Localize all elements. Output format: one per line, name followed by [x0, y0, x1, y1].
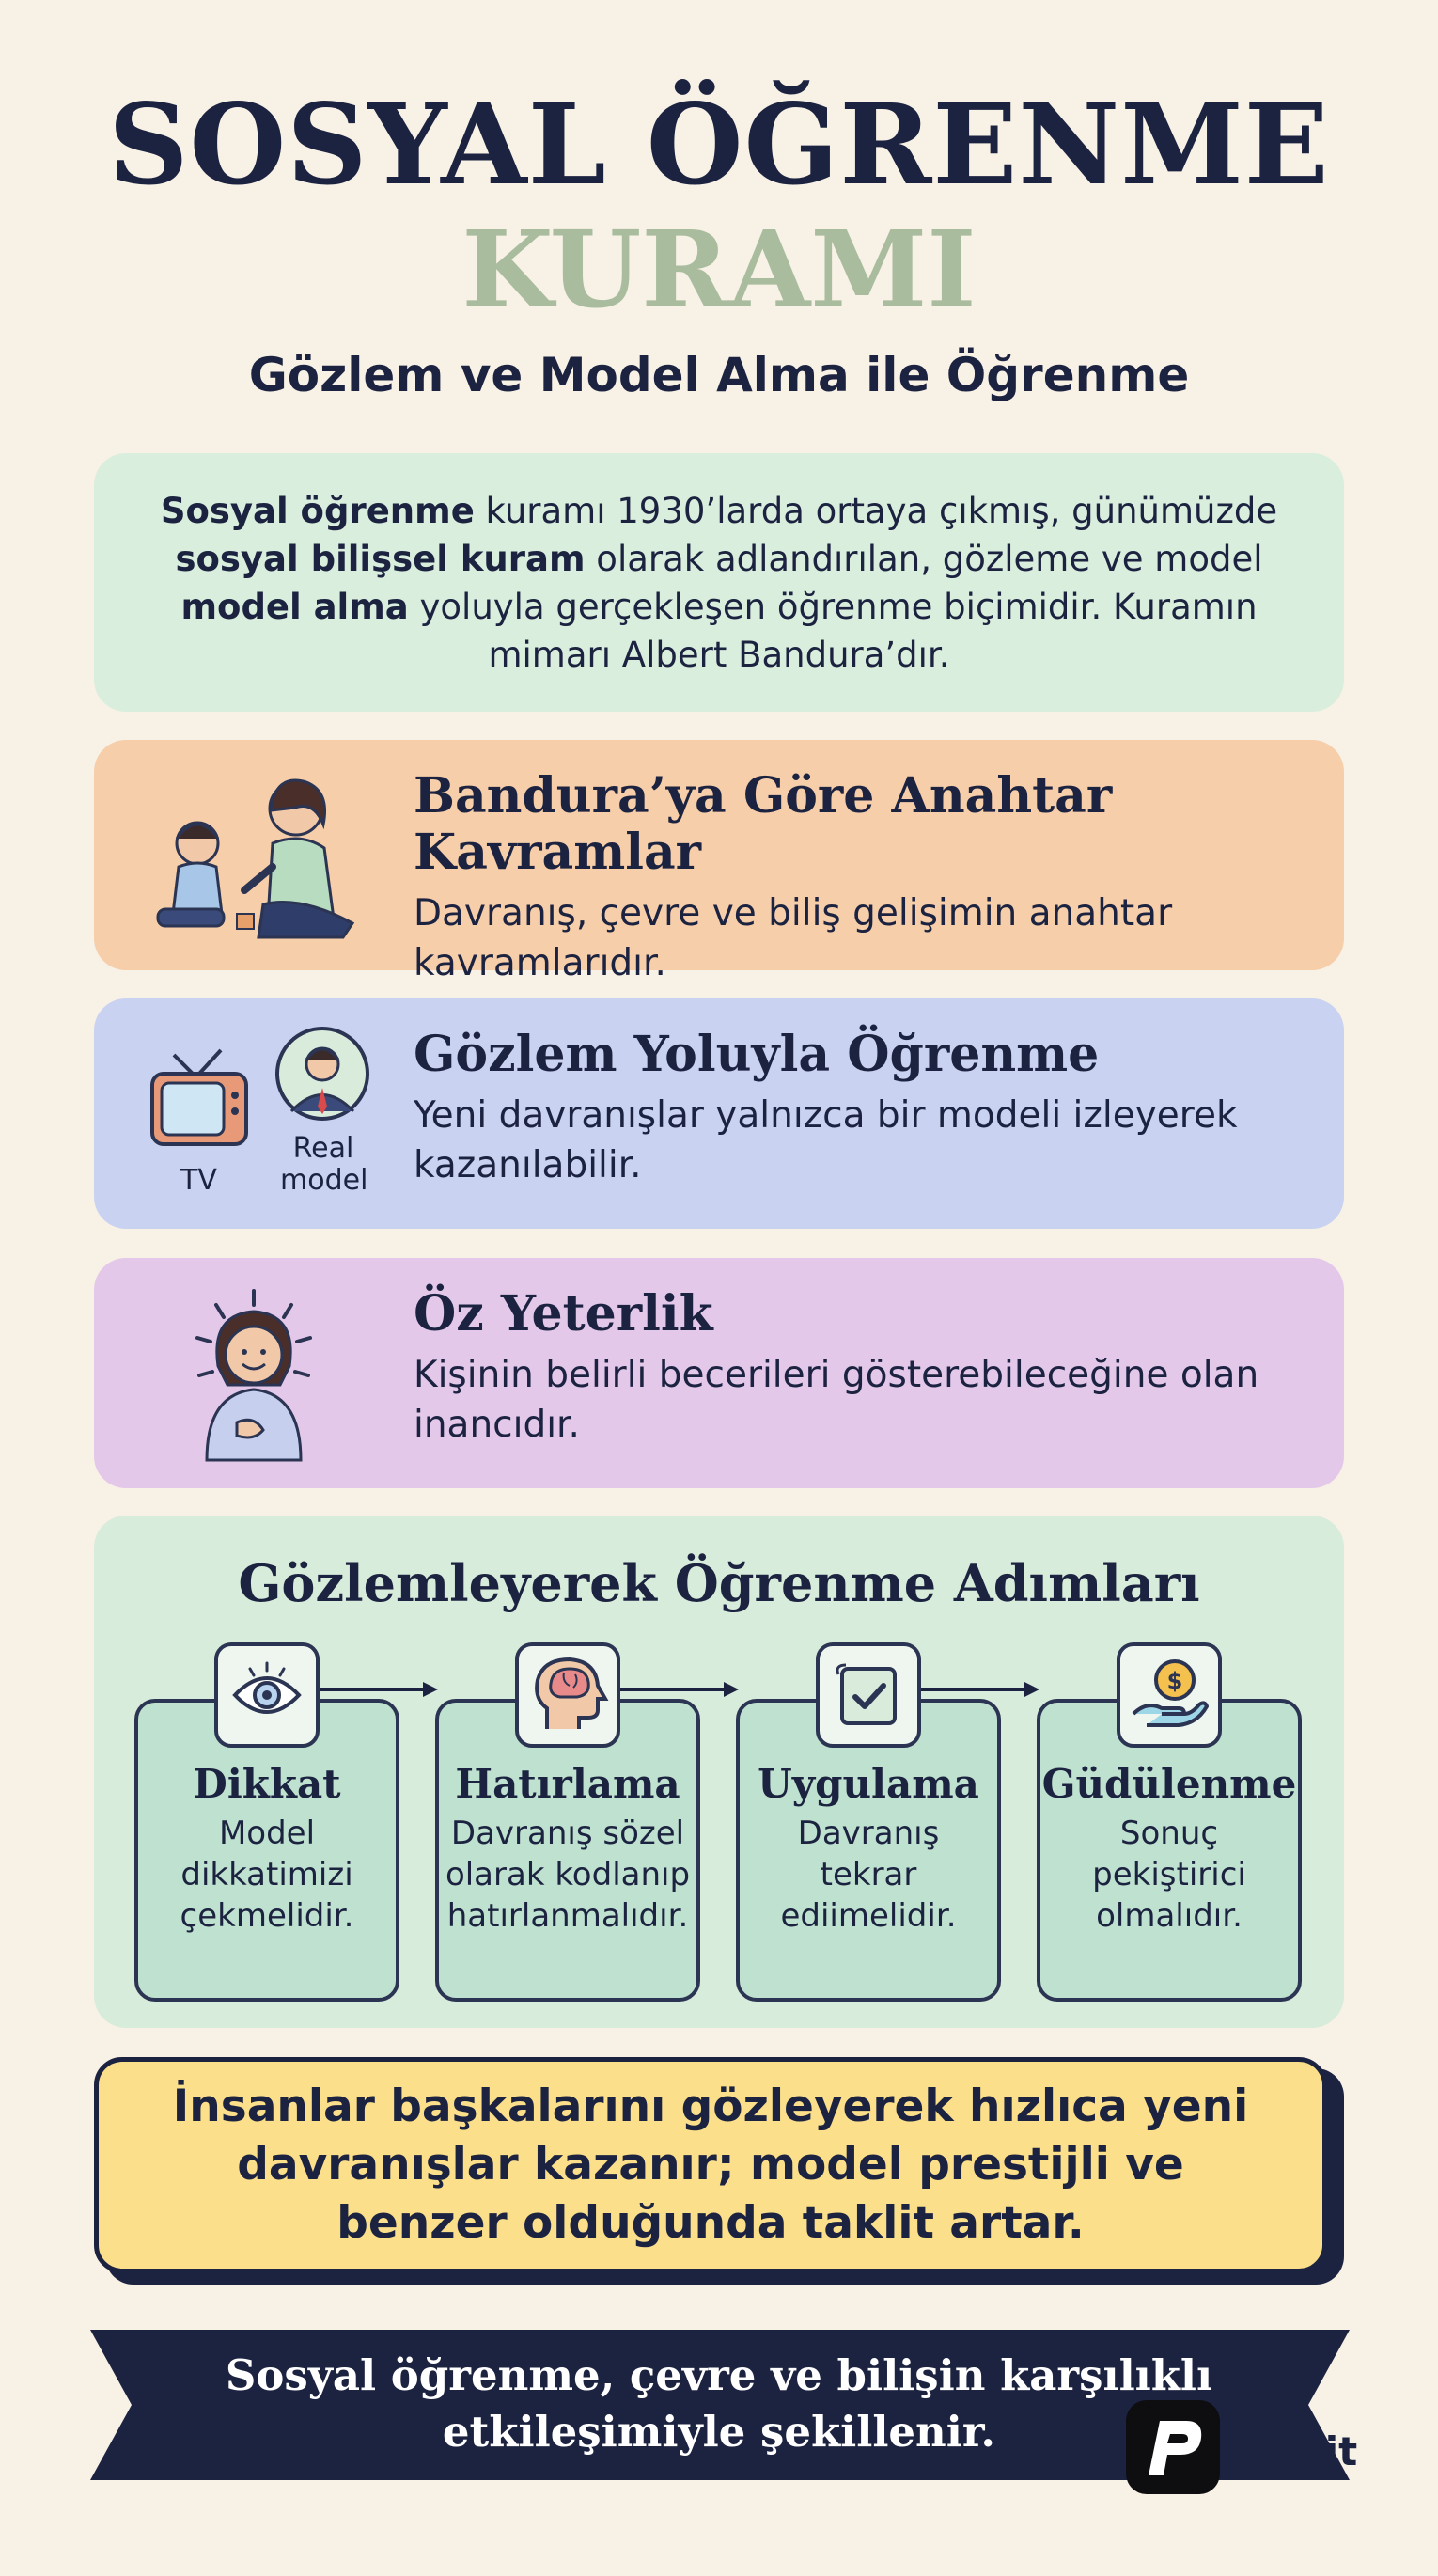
watermark-text: Podit	[1241, 2428, 1358, 2474]
model-label: model	[280, 1164, 368, 1197]
eye-icon	[214, 1642, 320, 1748]
coin-hand-icon	[1117, 1642, 1222, 1748]
arrow-icon	[617, 1680, 744, 1699]
step-description: Davranış sözel olarak kodlanıp hatırlanmalıdır.	[445, 1814, 691, 1935]
key-takeaway-callout: İnsanlar başkalarını gözleyerek hızlıca yeni davranışlar kazanır; model prestijli ve benzer olduğunda taklit artar.	[94, 2057, 1327, 2273]
step-description: Davranış tekrar ediimelidir.	[780, 1814, 957, 1935]
step-name: Hatırlama	[455, 1761, 680, 1807]
feature-description: Davranış, çevre ve biliş gelişimin anahtar kavramlarıdır.	[414, 891, 1173, 984]
footer-banner-text: Sosyal öğrenme, çevre ve bilişin karşılıklı etkileşimiyle şekillenir.	[225, 2350, 1213, 2457]
steps-title: Gözlemleyerek Öğrenme Adımları	[238, 1553, 1200, 1613]
feature-self-efficacy	[94, 1258, 1344, 1488]
title-line-1: SOSYAL ÖĞRENME	[108, 79, 1330, 210]
feature-title: Gözlem Yoluyla Öğrenme	[414, 1026, 1100, 1083]
title-line-2: KURAMI	[461, 209, 977, 332]
step-description: Model dikkatimizi çekmelidir.	[180, 1814, 354, 1935]
parent-child-icon	[132, 763, 414, 951]
arrow-icon	[316, 1680, 444, 1699]
step-name: Dikkat	[193, 1761, 341, 1807]
feature-text	[414, 1286, 1316, 1450]
confident-person-icon	[132, 1281, 414, 1469]
feature-key-concepts	[94, 740, 1344, 984]
step-name: Güdülenme	[1041, 1761, 1297, 1807]
subtitle: Gözlem ve Model Alma ile Öğrenme	[248, 348, 1190, 402]
step-name: Uygulama	[758, 1761, 979, 1807]
svg-text:$: $	[1166, 1668, 1183, 1694]
step-description: Sonuç pekiştirici olmalıdır.	[1092, 1814, 1246, 1935]
intro-text: Sosyal öğrenme kuramı 1930’larda ortaya çıkmış, günümüzde sosyal bilişsel kuram olarak adlandırılan, gözleme ve model model alma yoluyla gerçekleşen öğrenme biçimidir. Kuramın mimarı Albert Bandura’dır.	[160, 490, 1278, 675]
checklist-icon	[816, 1642, 921, 1748]
tv-and-person-icon	[132, 1022, 414, 1210]
feature-title: Öz Yeterlik	[414, 1285, 713, 1343]
feature-observational-learning	[94, 998, 1344, 1229]
arrow-icon	[917, 1680, 1045, 1699]
feature-description: Kişinin belirli becerileri gösterebileceğine olan inancıdır.	[414, 1353, 1259, 1446]
feature-title: Bandura’ya Göre Anahtar Kavramlar	[414, 767, 1113, 881]
steps-panel	[94, 1516, 1344, 2028]
real-label: Real	[292, 1132, 354, 1165]
podit-logo-icon	[1126, 2400, 1220, 2494]
feature-description: Yeni davranışlar yalnızca bir modeli izleyerek kazanılabilir.	[414, 1093, 1238, 1186]
feature-text	[414, 1027, 1316, 1190]
intro-panel	[94, 453, 1344, 712]
feature-text	[414, 768, 1316, 988]
tv-label: TV	[180, 1164, 217, 1197]
brain-head-icon	[515, 1642, 620, 1748]
